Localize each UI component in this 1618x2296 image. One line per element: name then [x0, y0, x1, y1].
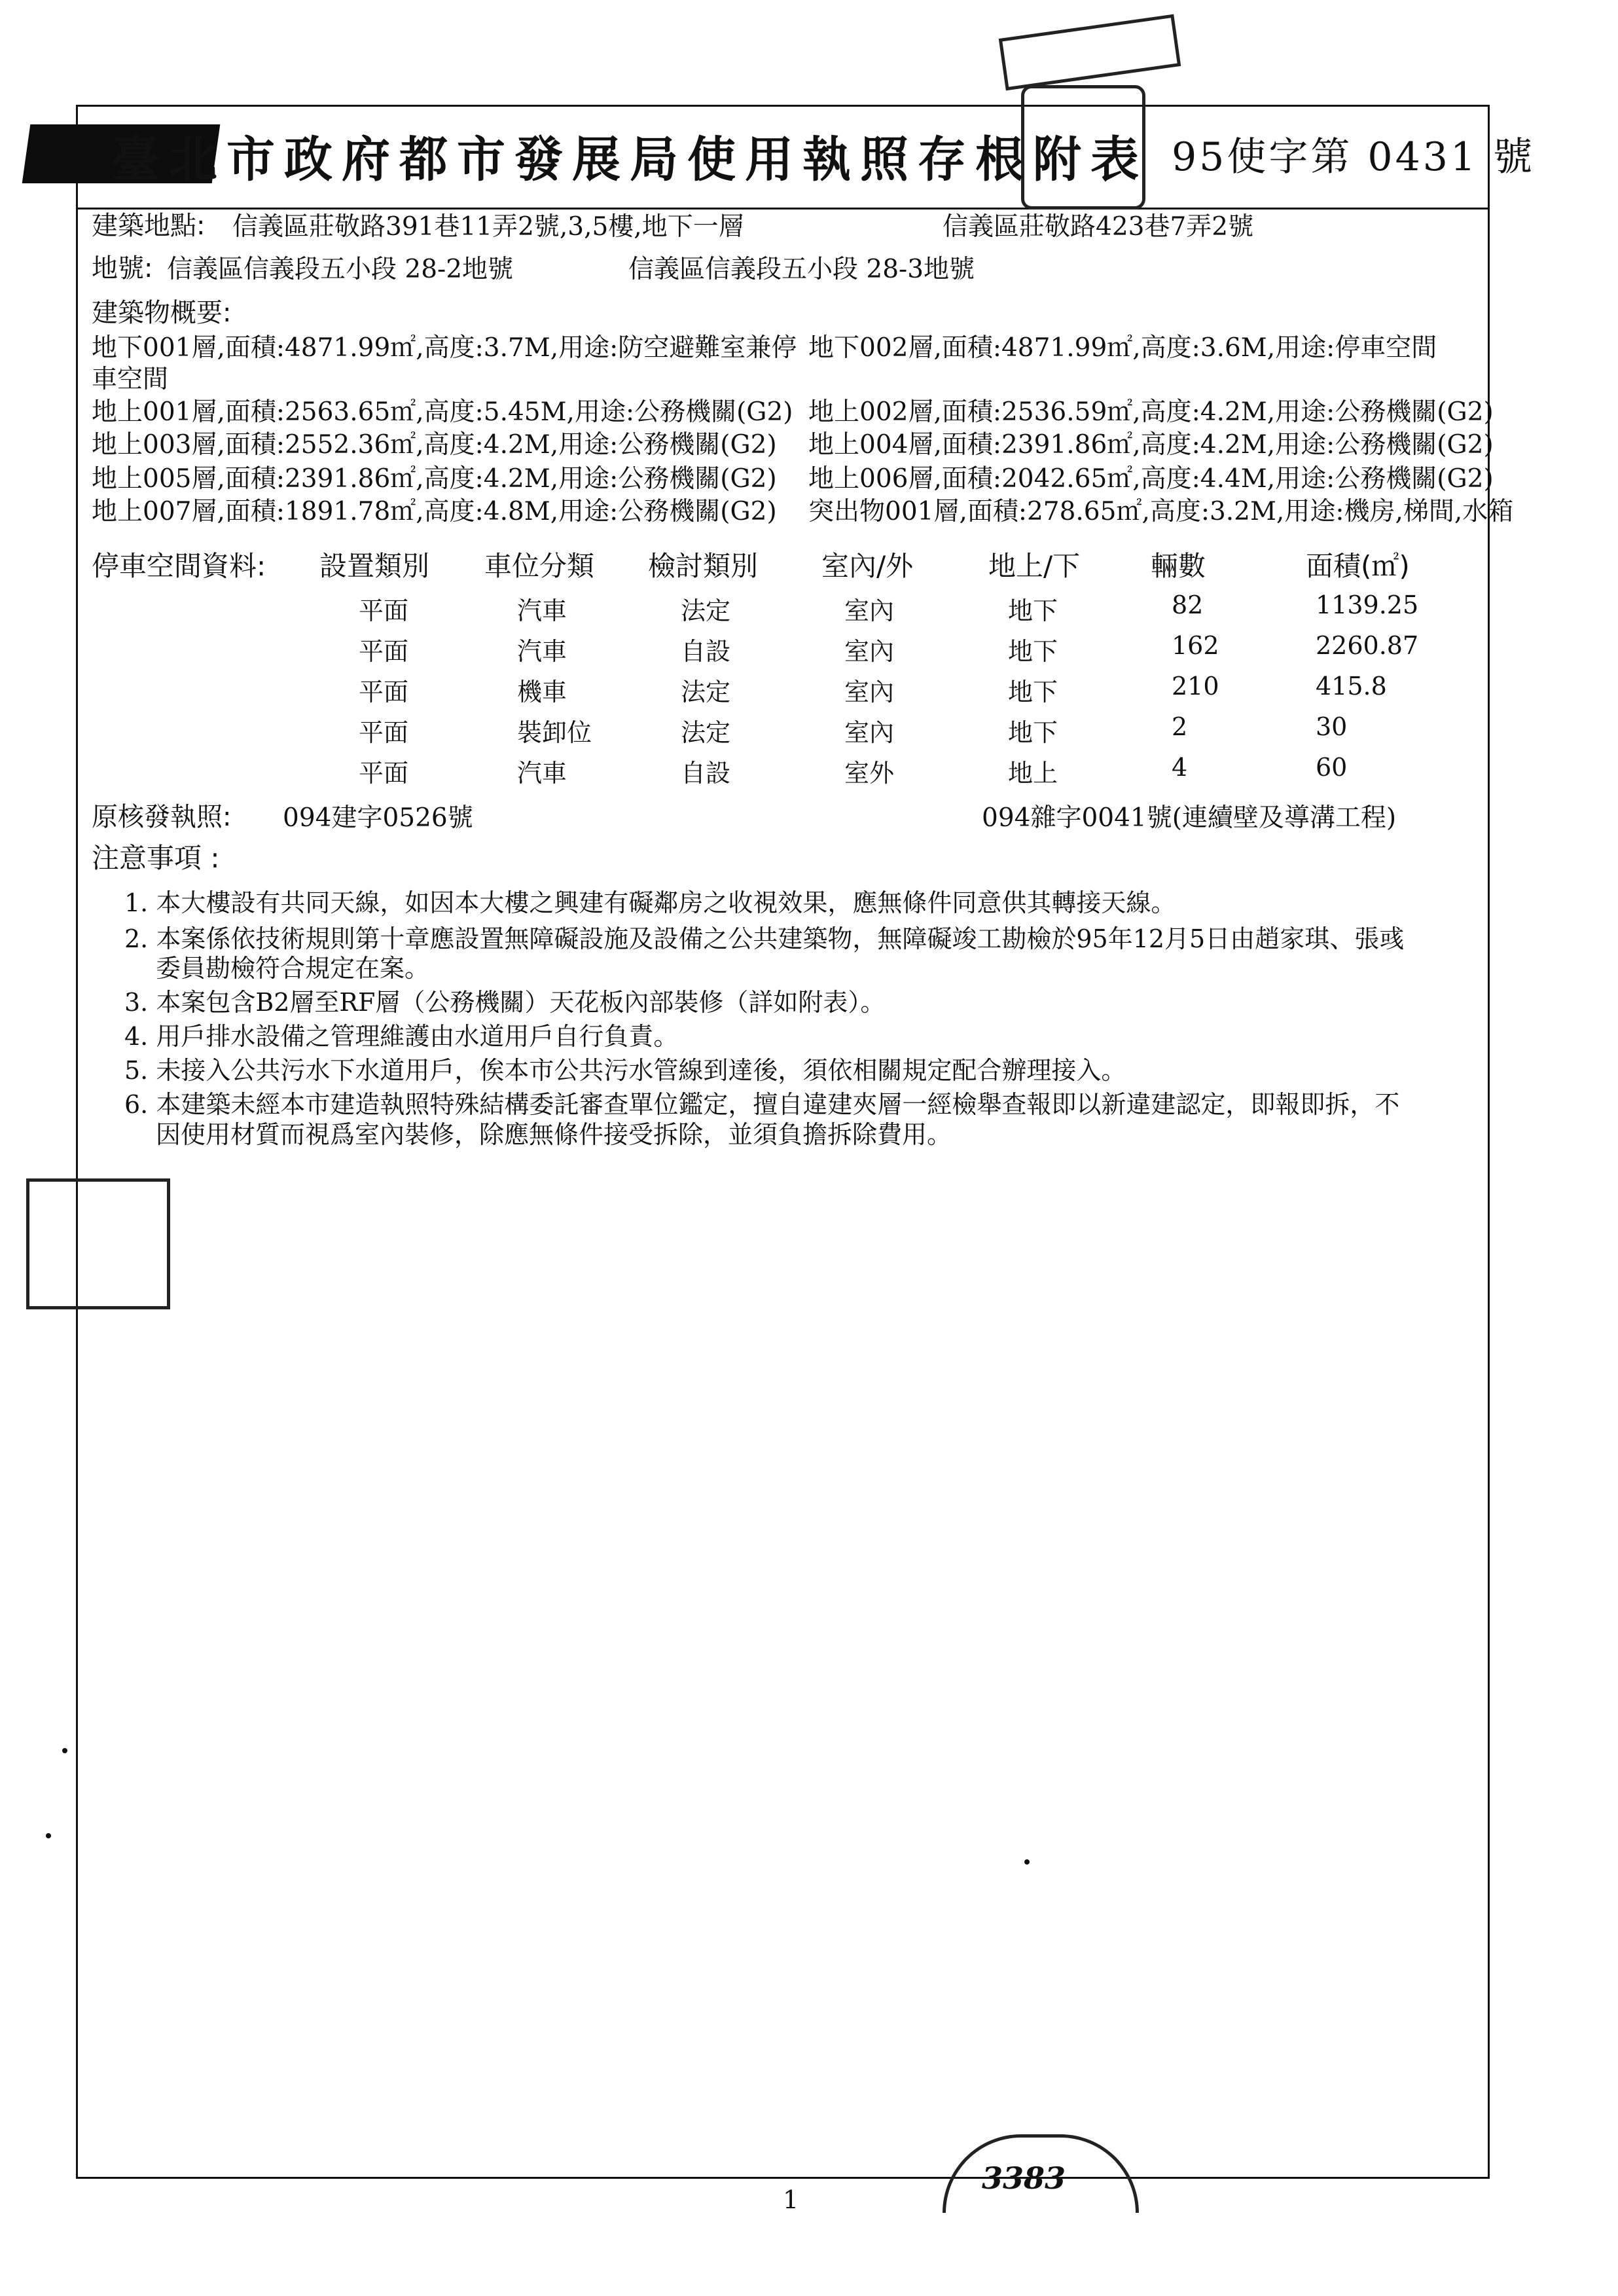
parking-cell-level: 地下: [1008, 678, 1058, 706]
note-4: 4. 用戶排水設備之管理維護由水道用戶自行負責。: [124, 1022, 679, 1051]
lot-value-2: 信義區信義段五小段 28-3地號: [628, 255, 975, 284]
note-1: 1. 本大樓設有共同天線，如因本大樓之興建有礙鄰房之收視效果，應無條件同意供其轉接天線。: [124, 888, 1176, 917]
parking-cell-level: 地下: [1008, 637, 1058, 666]
floor-b1-cont: 車空間: [92, 365, 169, 394]
parking-cell-inout: 室內: [844, 637, 895, 666]
permit-number: 95使字第 0431 號: [1172, 134, 1536, 180]
parking-cell-area: 1139.25: [1316, 591, 1419, 619]
parking-cell-category: 汽車: [517, 637, 567, 666]
lot-label: 地號:: [92, 253, 153, 283]
floor-1f: 地上001層,面積:2563.65㎡,高度:5.45M,用途:公務機關(G2): [92, 397, 793, 427]
parking-cell-review: 法定: [681, 718, 731, 747]
parking-header-area: 面積(㎡): [1306, 550, 1410, 582]
parking-cell-count: 2: [1172, 712, 1188, 741]
parking-cell-type: 平面: [359, 678, 409, 706]
original-permit-value-1: 094建字0526號: [283, 803, 473, 833]
original-permit-label: 原核發執照:: [92, 802, 232, 832]
parking-cell-inout: 室內: [844, 718, 895, 747]
parking-header-inout: 室內/外: [821, 550, 914, 582]
note-5: 5. 未接入公共污水下水道用戶，俟本市公共污水管線到達後，須依相關規定配合辦理接入。: [124, 1056, 1126, 1085]
parking-cell-count: 4: [1172, 753, 1188, 782]
note-2-cont: 委員勘檢符合規定在案。: [156, 954, 430, 983]
floor-roof: 突出物001層,面積:278.65㎡,高度:3.2M,用途:機房,梯間,水箱: [808, 497, 1514, 526]
parking-cell-area: 415.8: [1316, 672, 1387, 701]
overview-label: 建築物概要:: [92, 298, 232, 328]
parking-label: 停車空間資料:: [92, 550, 266, 582]
parking-cell-review: 自設: [681, 759, 731, 788]
page-number: 1: [783, 2185, 799, 2214]
parking-cell-category: 汽車: [517, 596, 567, 625]
scan-speck: [46, 1833, 51, 1838]
floor-6f: 地上006層,面積:2042.65㎡,高度:4.4M,用途:公務機關(G2): [808, 464, 1494, 494]
parking-cell-category: 汽車: [517, 759, 567, 788]
parking-cell-area: 60: [1316, 753, 1348, 782]
seal-stamp-left: [26, 1178, 170, 1309]
address-value-2: 信義區莊敬路423巷7弄2號: [943, 212, 1254, 242]
parking-cell-review: 法定: [681, 596, 731, 625]
parking-cell-inout: 室外: [844, 759, 895, 788]
parking-cell-review: 自設: [681, 637, 731, 666]
floor-2f: 地上002層,面積:2536.59㎡,高度:4.2M,用途:公務機關(G2): [808, 397, 1494, 427]
parking-cell-category: 機車: [517, 678, 567, 706]
document-title: 臺北市政府都市發展局使用執照存根附表: [111, 132, 1148, 188]
notes-label: 注意事項 :: [92, 842, 220, 874]
address-value-1: 信義區莊敬路391巷11弄2號,3,5樓,地下一層: [232, 212, 744, 242]
floor-3f: 地上003層,面積:2552.36㎡,高度:4.2M,用途:公務機關(G2): [92, 430, 777, 460]
scan-speck: [62, 1748, 67, 1753]
floor-5f: 地上005層,面積:2391.86㎡,高度:4.2M,用途:公務機關(G2): [92, 464, 777, 494]
original-permit-value-2: 094雜字0041號(連續壁及導溝工程): [982, 803, 1397, 833]
parking-cell-type: 平面: [359, 718, 409, 747]
parking-cell-area: 2260.87: [1316, 631, 1419, 660]
floor-4f: 地上004層,面積:2391.86㎡,高度:4.2M,用途:公務機關(G2): [808, 430, 1494, 460]
parking-cell-area: 30: [1316, 712, 1348, 741]
parking-header-review: 檢討類別: [648, 550, 759, 582]
parking-cell-type: 平面: [359, 637, 409, 666]
parking-cell-count: 162: [1172, 631, 1219, 660]
note-6: 6. 本建築未經本市建造執照特殊結構委託審查單位鑑定，擅自違建夾層一經檢舉查報即以新違建認定，即報即拆，不: [124, 1090, 1400, 1119]
parking-cell-category: 裝卸位: [517, 718, 592, 747]
parking-cell-inout: 室內: [844, 596, 895, 625]
floor-b2: 地下002層,面積:4871.99㎡,高度:3.6M,用途:停車空間: [808, 333, 1437, 363]
parking-header-type: 設置類別: [319, 550, 430, 582]
seal-stamp-top: [999, 14, 1181, 91]
note-3: 3. 本案包含B2層至RF層（公務機關）天花板內部裝修（詳如附表）。: [124, 988, 886, 1017]
parking-cell-level: 地上: [1008, 759, 1058, 788]
parking-header-category: 車位分類: [484, 550, 595, 582]
parking-cell-count: 82: [1172, 591, 1204, 619]
note-6-cont: 因使用材質而視爲室內裝修，除應無條件接受拆除，並須負擔拆除費用。: [156, 1120, 952, 1149]
parking-header-count: 輛數: [1151, 550, 1206, 582]
parking-cell-level: 地下: [1008, 596, 1058, 625]
parking-header-level: 地上/下: [988, 550, 1081, 582]
parking-cell-review: 法定: [681, 678, 731, 706]
parking-cell-type: 平面: [359, 596, 409, 625]
floor-7f: 地上007層,面積:1891.78㎡,高度:4.8M,用途:公務機關(G2): [92, 497, 777, 526]
lot-value-1: 信義區信義段五小段 28-2地號: [167, 255, 514, 284]
note-2: 2. 本案係依技術規則第十章應設置無障礙設施及設備之公共建築物，無障礙竣工勘檢於95年12月5日由趙家琪、張彧: [124, 924, 1405, 953]
scan-speck: [1024, 1859, 1030, 1865]
parking-cell-level: 地下: [1008, 718, 1058, 747]
parking-cell-count: 210: [1172, 672, 1219, 701]
parking-cell-type: 平面: [359, 759, 409, 788]
parking-cell-inout: 室內: [844, 678, 895, 706]
address-label: 建築地點:: [92, 211, 206, 241]
stamp-number: 3383: [982, 2160, 1066, 2196]
floor-b1: 地下001層,面積:4871.99㎡,高度:3.7M,用途:防空避難室兼停: [92, 333, 797, 363]
